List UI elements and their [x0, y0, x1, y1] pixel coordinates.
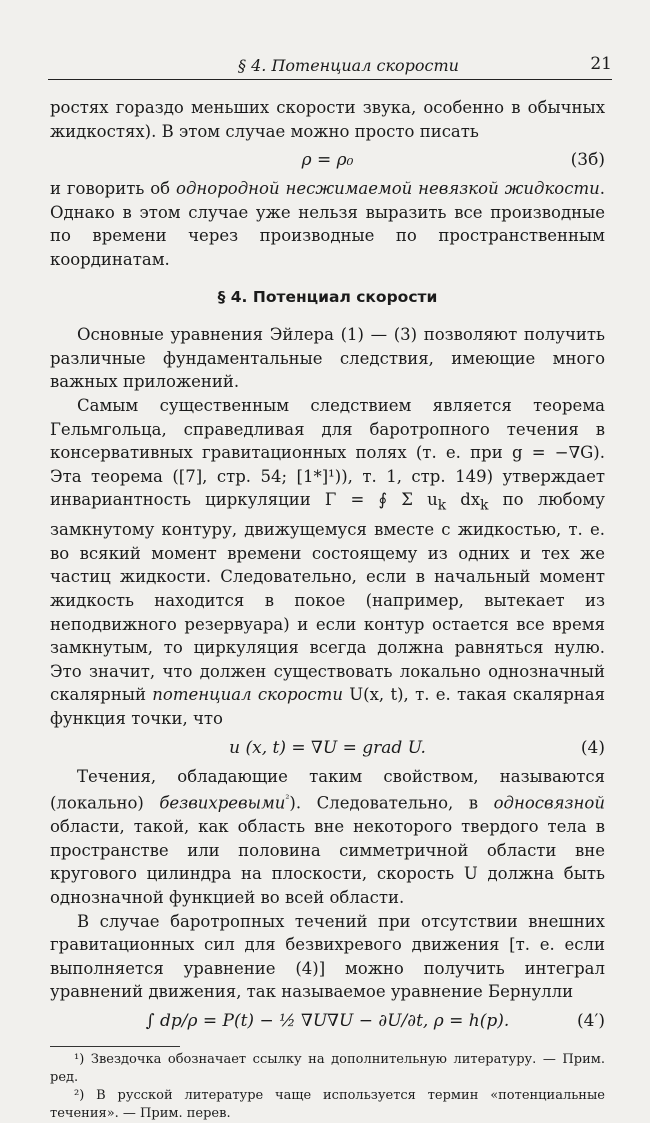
paragraph [50, 765, 605, 910]
page-body [50, 96, 605, 1123]
text-run: dx [446, 490, 481, 510]
footnote: ¹) Звездочка обозначает ссылку на дополнительную литературу. — Прим. ред. [50, 1051, 605, 1085]
subscript: k [480, 497, 489, 514]
paragraph: В случае баротропных течений при отсутствии внешних гравитационных сил для безвихревого движения [т. е. если выполняется уравнение (4)] можно получить интеграл уравнений движения, так называемое уравнение Бернулли [50, 911, 605, 1002]
text-run: по любому замкнутому контуру, движущемуся вместе с жидкостью, т. е. во всякий момент времени состоящему из одних и тех же частиц жидкости. Следовательно, если в начальный момент жидкость находится в покое (например, вытекает из неподвижного резервуара) и если контур остается все время замкнутым, то циркуляция всегда должна равняться нулю. Это значит, что должен существовать локально однозначный скалярный [50, 490, 605, 705]
footnote: ²) В русской литературе чаще используется термин «потенциальные течения». — Прим. перев. [50, 1087, 605, 1121]
text-run: области, такой, как область вне некоторого твердого тела в пространстве или половина симметричной области вне кругового цилиндра на плоскости, скорость U должна быть однозначной функцией во всей области. [50, 817, 605, 908]
paragraph [50, 177, 605, 271]
equation-number: (4) [580, 737, 605, 758]
text-run: . Однако в этом случае уже нельзя выразить все производные по времени через производные по пространственным координатам. [50, 179, 606, 269]
italic-term: односвязной [493, 793, 605, 813]
header-rule [48, 79, 612, 80]
text-run: U(x, t), т. е. такая скалярная функция точки, что [50, 685, 605, 728]
subscript: k [437, 497, 447, 514]
footnote-mark: ² [285, 794, 290, 806]
text-run: Самым существенным следствием является теорема Гельмгольца, справедливая для баротропного течения в консервативных гравитационных полях (т. е. при g = −∇G). Эта теорема ([7], стр. 54; [1*]¹)), т. 1, стр. 149) утверждает инвариантность циркуляции Γ = ∮ Σ u [50, 395, 605, 510]
equation-formula: u (x, t) = ∇U = grad U. [229, 737, 426, 758]
running-head-title: § 4. Потенциал скорости [238, 56, 459, 75]
equation-number: (4′) [577, 1010, 605, 1031]
footnote-rule [50, 1046, 180, 1047]
section-heading: § 4. Потенциал скорости [217, 287, 438, 306]
italic-term: безвихревыми [159, 793, 286, 813]
equation-3b [50, 143, 605, 177]
equation-4-prime [50, 1004, 605, 1038]
text-run: ). Следовательно, в [289, 793, 494, 813]
equation-4 [50, 731, 605, 765]
equation-formula: ρ = ρ₀ [301, 150, 354, 171]
equation-formula: ∫ dp/ρ = P(t) − ½ ∇U∇U − ∂U/∂t, ρ = h(p). [145, 1010, 510, 1031]
italic-term: потенциал скорости [152, 685, 343, 705]
text-run: и говорить об [50, 179, 177, 199]
paragraph: Основные уравнения Эйлера (1) — (3) позволяют получить различные фундаментальные следствия, имеющие много важных приложений. [50, 325, 605, 392]
text-run: Течения, обладающие таким свойством, называются (локально) [50, 766, 605, 813]
running-head [50, 52, 612, 74]
page-number: 21 [590, 54, 612, 74]
paragraph: ростях гораздо меньших скорости звука, особенно в обычных жидкостях). В этом случае можно просто писать [50, 98, 605, 141]
italic-term: однородной несжимаемой невязкой жидкости [176, 179, 600, 199]
equation-number: (3б) [570, 150, 605, 171]
paragraph [50, 394, 605, 731]
